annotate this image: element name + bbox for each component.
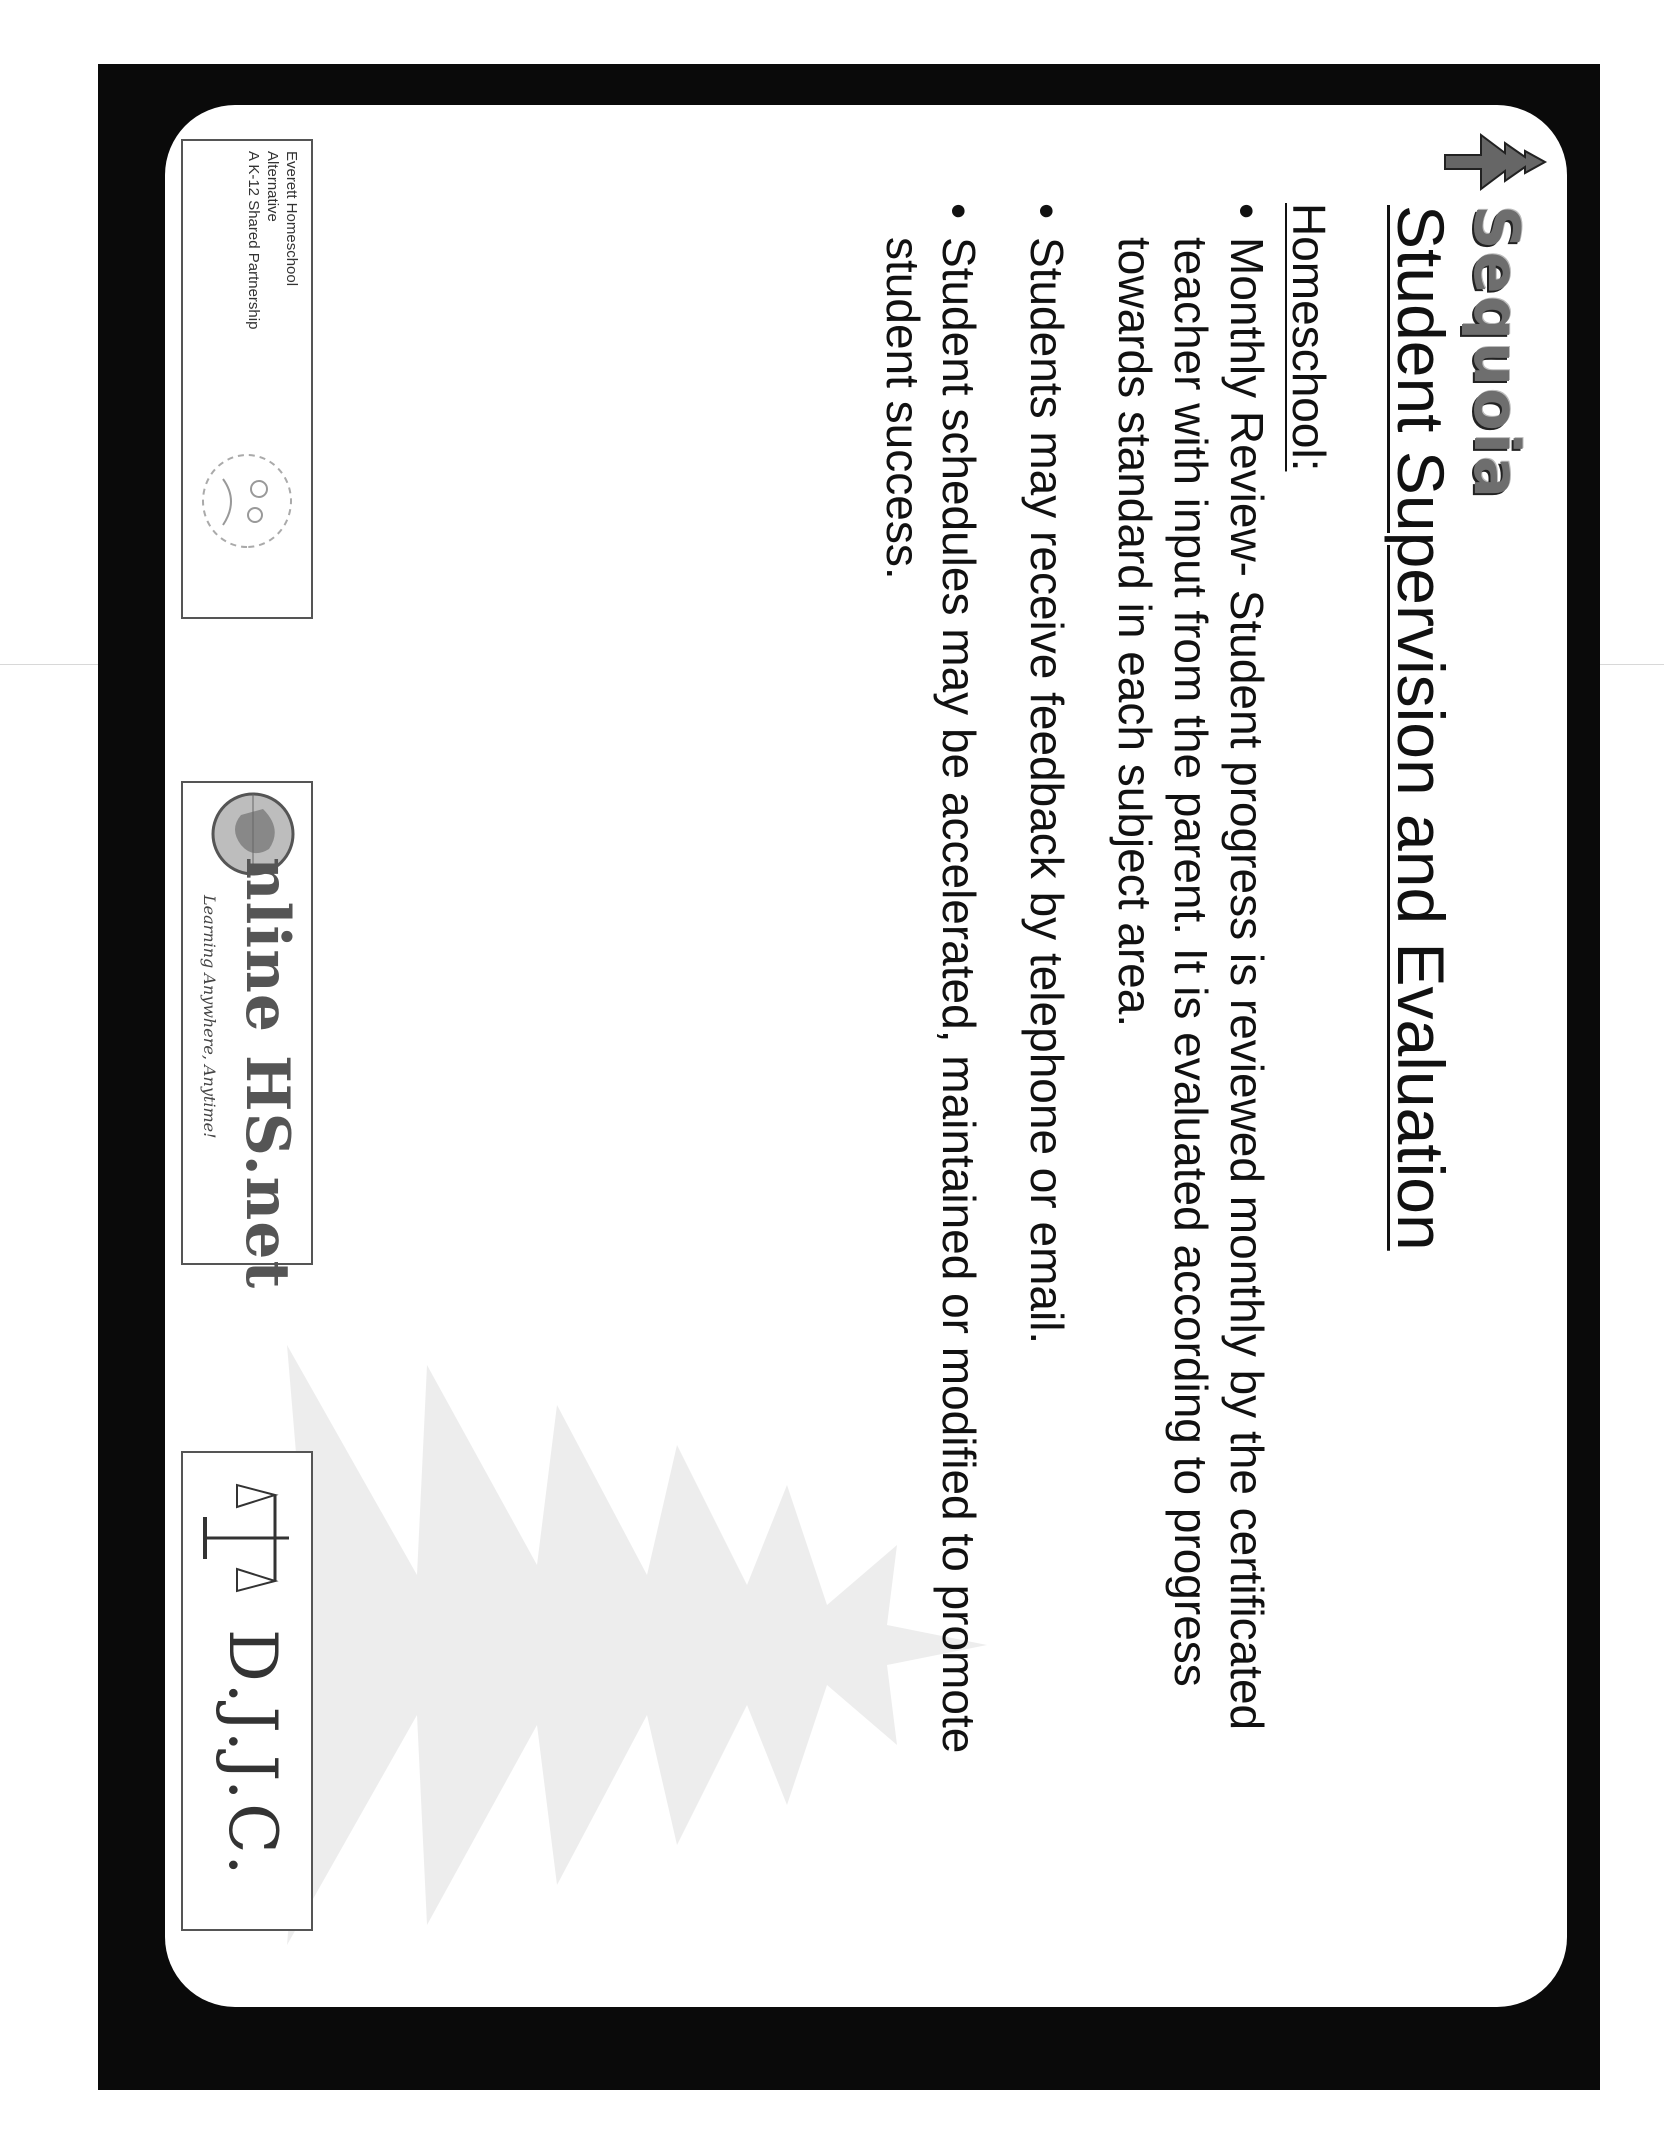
bullet-dot: •: [933, 203, 985, 220]
bullet-text: Monthly Review- Student progress is reviewed monthly by the certificated teacher with input from the parent. It is evaluated according to progress towards standard in each subject area.: [1109, 237, 1273, 1731]
djjc-text: D.J.J.C.: [214, 1629, 291, 1879]
sequoia-brand: Sequoia: [1460, 205, 1533, 500]
bullet-dot: •: [1221, 203, 1273, 220]
ehs-line-3: A K-12 Shared Partnership: [245, 151, 262, 330]
slide: [165, 105, 1567, 2007]
slide-body: [843, 203, 1337, 1783]
family-globe-icon: [191, 441, 303, 561]
slide-title: Student Supervision and Evaluation: [1384, 205, 1458, 1251]
online-hs-title: nline HS.net: [232, 857, 302, 1290]
bullet-item-3: [875, 203, 987, 1783]
sequoia-tree-logo-icon: [1439, 125, 1549, 199]
bullet-text: Students may receive feedback by telephone or email.: [1021, 237, 1073, 1345]
bullet-item-2: [1019, 203, 1075, 1783]
bullet-text: Student schedules may be accelerated, maintained or modified to promote student success.: [877, 237, 985, 1754]
scales-of-justice-icon: [193, 1483, 297, 1593]
partner-logos: [183, 105, 313, 2007]
ehs-line-1: Everett Homeschool: [283, 151, 300, 287]
ehs-line-2: Alternative: [264, 151, 281, 222]
bullet-item-1: [1107, 203, 1275, 1783]
djjc-logo: [181, 1451, 313, 1931]
everett-homeschool-logo: [181, 139, 313, 619]
bullet-dot: •: [1021, 203, 1073, 220]
section-heading: Homeschool:: [1283, 203, 1335, 472]
online-hs-logo: [181, 781, 313, 1290]
online-hs-tagline: Learning Anywhere, Anytime!: [200, 895, 219, 1139]
